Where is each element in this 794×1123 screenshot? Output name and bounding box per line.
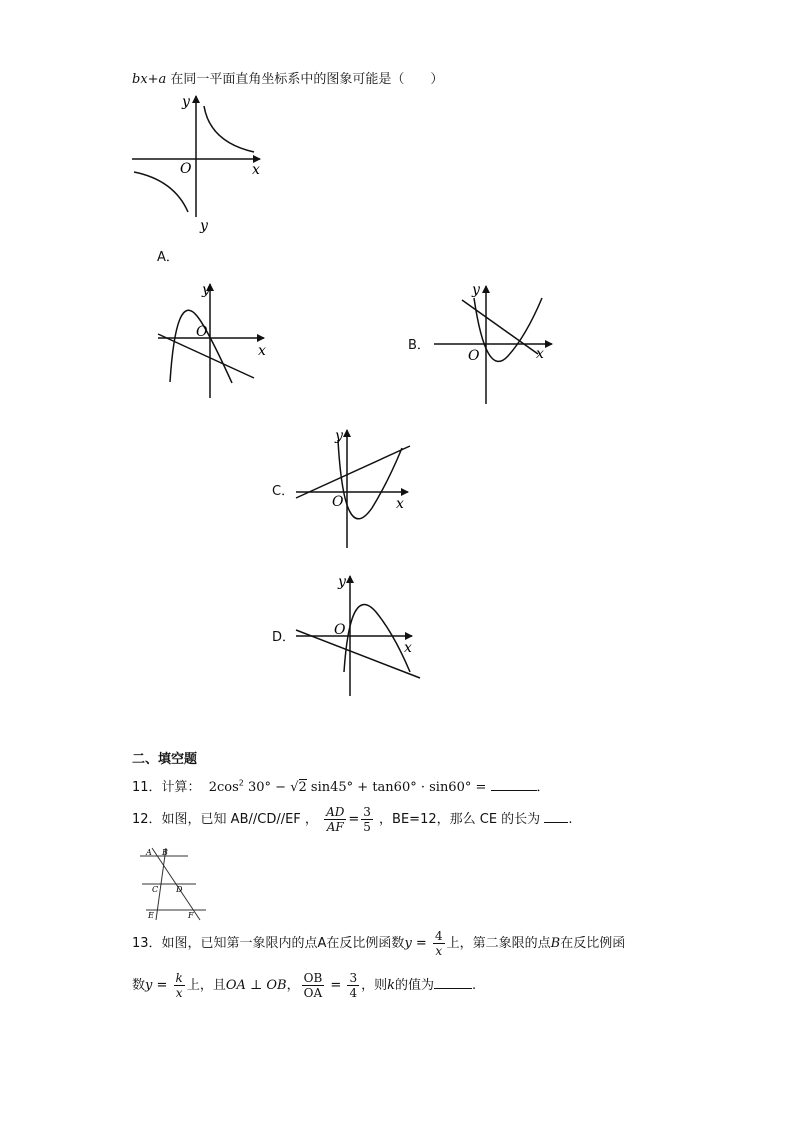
option-a-figure bbox=[152, 280, 282, 402]
line bbox=[296, 446, 410, 498]
q10-stem-text: 在同一平面直角坐标系中的图象可能是（ ） bbox=[166, 72, 444, 87]
q13-fraction-ob-oa: $\frac{OB}{OA}$ bbox=[303, 971, 323, 1000]
option-a-origin: O bbox=[196, 324, 208, 340]
q12: 12．如图，已知 AB//CD//EF ， $\frac{AD}{AF}$ = $\frac{3}{5}$ ，BE=12，那么 CE 的长为 . bbox=[132, 805, 573, 834]
q11-sqrt: √2 bbox=[290, 780, 307, 795]
line bbox=[462, 300, 538, 354]
svg-text:A: A bbox=[146, 848, 152, 857]
option-b-figure bbox=[430, 280, 560, 408]
q13-fraction-4-x: $\frac{4}{x}$ bbox=[434, 929, 443, 958]
x-label: x bbox=[252, 162, 260, 178]
q10-hyperbola-figure bbox=[128, 92, 268, 237]
section-title: 二、填空题 bbox=[132, 752, 198, 767]
parabola bbox=[474, 298, 542, 361]
option-b-y: y bbox=[472, 282, 480, 298]
option-a-label: A． bbox=[157, 250, 179, 265]
svg-text:D: D bbox=[176, 885, 183, 894]
option-c-figure bbox=[292, 426, 416, 552]
option-c-origin: O bbox=[332, 494, 344, 510]
q12-fraction-ad-af: $\frac{AD}{AF}$ bbox=[326, 805, 345, 834]
q11-part2: 30° − bbox=[247, 780, 287, 795]
q10-expr: bx+a bbox=[132, 72, 167, 87]
option-d-label: D． bbox=[272, 630, 296, 645]
option-d-y: y bbox=[338, 574, 346, 590]
option-a-x: x bbox=[258, 343, 266, 359]
q12-parallel-lines-figure bbox=[136, 846, 212, 922]
q13-line2: 数y = $\frac{k}{x}$ 上，且OA ⊥ OB， $\frac{OB}{OA}$ = $\frac{3}{4}$ ，则k的值为 . bbox=[132, 971, 477, 1000]
q12-number: 12．如图，已知 AB//CD//EF ， bbox=[132, 812, 318, 827]
q13-fraction-k-x: $\frac{k}{x}$ bbox=[175, 971, 183, 1000]
svg-text:F: F bbox=[188, 911, 194, 920]
q11-part1: 2cos bbox=[208, 780, 239, 795]
option-a-y: y bbox=[202, 282, 210, 298]
option-c-label: C． bbox=[272, 484, 295, 499]
q11-part3: sin45° + tan60° · sin60° = bbox=[310, 780, 487, 795]
q12-answer-blank[interactable] bbox=[544, 809, 568, 823]
svg-text:B: B bbox=[162, 848, 168, 857]
svg-text:E: E bbox=[148, 911, 154, 920]
option-c-x: x bbox=[396, 496, 404, 512]
q13-perp: OA ⊥ OB bbox=[225, 978, 287, 993]
option-b-x: x bbox=[536, 346, 544, 362]
q11-sup: 2 bbox=[238, 778, 244, 788]
parabola bbox=[170, 310, 232, 383]
q12-tail: ，BE=12，那么 CE 的长为 bbox=[379, 812, 541, 827]
q12-fraction-value: $\frac{3}{5}$ bbox=[363, 805, 371, 834]
svg-text:C: C bbox=[152, 885, 159, 894]
q13-fraction-3-4: $\frac{3}{4}$ bbox=[349, 971, 358, 1000]
option-d-origin: O bbox=[334, 622, 346, 638]
option-d-x: x bbox=[404, 640, 412, 656]
q11-number: 11．计算： bbox=[132, 780, 201, 795]
hyperbola-branch-q1 bbox=[204, 106, 254, 152]
q11-answer-blank[interactable] bbox=[491, 777, 537, 791]
y-label-bottom: y bbox=[200, 218, 208, 234]
option-b-origin: O bbox=[468, 348, 480, 364]
option-d-figure bbox=[292, 572, 424, 700]
q13-text-a: 13．如图，已知第一象限内的点A在反比例函数 bbox=[132, 936, 405, 951]
option-c-y: y bbox=[335, 428, 343, 444]
hyperbola-branch-q3 bbox=[134, 172, 188, 212]
q11: 11．计算： $2\cos^2$ 30° − √2 sin45° + tan60° · sin60° = ． bbox=[132, 778, 550, 795]
option-b-label: B． bbox=[408, 338, 430, 353]
origin-label: O bbox=[180, 161, 192, 177]
q13-answer-blank[interactable] bbox=[434, 975, 472, 989]
q13-line1: 13．如图，已知第一象限内的点A在反比例函数y = $\frac{4}{x}$ 上，第二象限的点B在反比例函 bbox=[132, 929, 626, 958]
y-label: y bbox=[182, 94, 190, 110]
q10-stem bbox=[132, 68, 443, 87]
